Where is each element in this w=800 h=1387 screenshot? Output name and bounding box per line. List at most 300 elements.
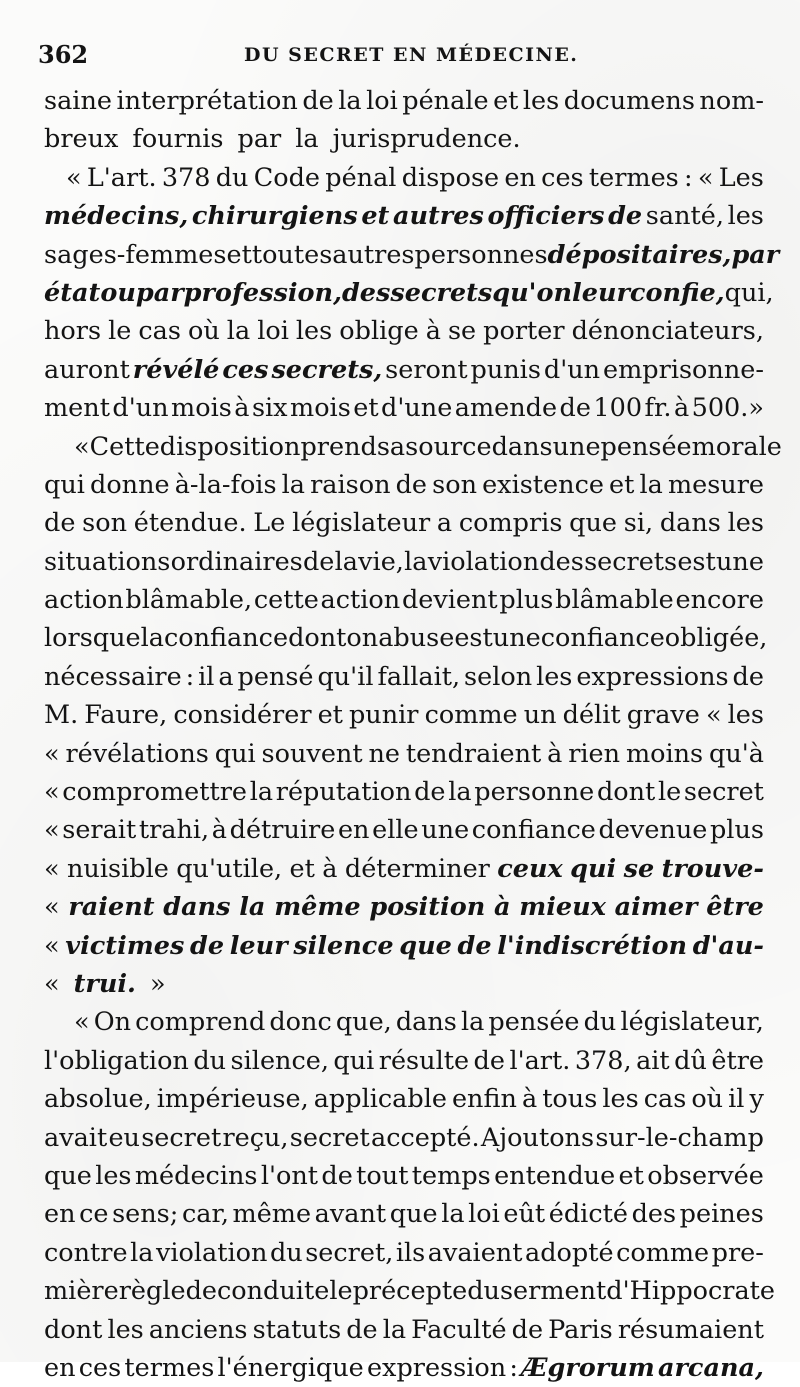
word: les (727, 700, 764, 731)
word: pénale (402, 86, 489, 116)
word: documens (563, 86, 695, 116)
word: les (522, 86, 560, 116)
word: elle (372, 815, 419, 846)
word: par (731, 239, 780, 270)
word: chirurgiens (191, 201, 358, 232)
word: plus (499, 585, 554, 616)
word: fr. (644, 393, 672, 424)
word: confiance (540, 623, 665, 654)
word: cas (138, 316, 181, 347)
word: cette (253, 585, 319, 616)
word: obligée, (664, 623, 768, 654)
word: dépositaires, (547, 239, 732, 270)
word: serait (62, 815, 137, 846)
word: enfin (451, 1084, 517, 1115)
word: en (337, 815, 370, 846)
word: ils (395, 1237, 426, 1268)
word: la (140, 623, 164, 654)
word: où (691, 1084, 724, 1115)
word: impérieuse, (156, 1084, 309, 1115)
word: dont (596, 777, 656, 808)
word: eu (108, 1122, 140, 1153)
word: « (44, 930, 60, 961)
word: des (341, 277, 391, 308)
text-line (44, 1003, 764, 1041)
word: Les (718, 162, 764, 193)
word: que (44, 1160, 92, 1191)
word: Cette (89, 431, 160, 462)
text-line (44, 236, 780, 274)
text-line (44, 696, 764, 734)
word: précepte (352, 1276, 468, 1307)
text-line (44, 927, 764, 965)
text-line (44, 197, 764, 235)
word: étendue. (133, 508, 247, 539)
word: compromettre (62, 777, 248, 808)
word: selon (464, 661, 533, 692)
text-line (44, 735, 764, 773)
word: une (552, 431, 601, 462)
word: dont (44, 1314, 103, 1345)
word: termes (124, 1352, 215, 1383)
word: dû (674, 1045, 707, 1076)
word: nuisible (67, 853, 169, 884)
text-line (44, 466, 764, 504)
word: trahi, (138, 815, 210, 846)
word: toutes (251, 239, 333, 270)
word: qui (570, 853, 617, 884)
word: moins (625, 738, 704, 769)
word: : (509, 1352, 518, 1383)
word: un (523, 700, 557, 731)
word: violation (427, 546, 540, 577)
word: du (193, 1045, 227, 1076)
word: et (618, 1160, 644, 1191)
word: arcana, (657, 1352, 764, 1383)
word: des (631, 1199, 677, 1230)
text-line (44, 1042, 764, 1080)
word: il (198, 661, 215, 692)
word: révélé (132, 354, 220, 385)
word: « (66, 162, 82, 193)
word: donne (90, 469, 170, 500)
word: l'obligation (44, 1045, 189, 1076)
word: à (521, 1084, 538, 1115)
word: punis (470, 354, 541, 385)
word: saine (44, 86, 112, 116)
word: secrets (390, 277, 493, 308)
word: « (74, 1007, 90, 1038)
word: que (399, 930, 452, 961)
word: nécessaire (44, 661, 182, 692)
word: leur (572, 277, 630, 308)
word: de (44, 508, 76, 539)
word: d'un (112, 393, 169, 424)
text-line (44, 888, 764, 926)
word: et (226, 239, 252, 270)
word: la (404, 546, 428, 577)
text-line (44, 1157, 764, 1195)
word: 100 (593, 393, 643, 424)
word: car, (181, 1199, 229, 1230)
word: ces (78, 1352, 122, 1383)
word: pensé (237, 661, 314, 692)
word: Code (253, 162, 321, 193)
word: du (269, 1237, 303, 1268)
word: trui. (73, 968, 136, 999)
text-line (44, 428, 782, 466)
word: médecins, (44, 201, 189, 232)
word: le (108, 316, 132, 347)
word: Faure, (84, 700, 168, 731)
word: de (732, 661, 764, 692)
word: et (289, 853, 315, 884)
word: observée (647, 1160, 764, 1191)
word: est (677, 546, 716, 577)
word: et (353, 393, 379, 424)
word: la (239, 892, 266, 923)
word: breux (44, 124, 119, 155)
text-line (44, 1311, 764, 1349)
word: lorsque (44, 623, 141, 654)
word: punir (348, 700, 419, 731)
word: cas (643, 1084, 687, 1115)
word: délit (562, 700, 621, 731)
word: avaient (427, 1237, 523, 1268)
word: il (728, 1084, 745, 1115)
word: la (448, 777, 472, 808)
word: ces (541, 162, 584, 193)
word: secret (141, 1122, 222, 1153)
word: se (447, 316, 477, 347)
word: trouve- (661, 853, 764, 884)
word: hors (44, 316, 102, 347)
word: la (441, 1199, 465, 1230)
word: mieux (519, 892, 606, 923)
word: abuse (378, 623, 455, 654)
word: ceux (497, 853, 563, 884)
text-line (44, 504, 764, 542)
text-line (44, 658, 764, 696)
word: par (237, 124, 282, 155)
word: révélations (65, 738, 209, 769)
word: la (334, 546, 358, 577)
word: la (281, 469, 305, 500)
word: sages-femmes (44, 239, 227, 270)
word: oblige (339, 316, 419, 347)
word: fallait, (377, 661, 461, 692)
word: une (492, 623, 541, 654)
word: statuts (252, 1314, 342, 1345)
word: silence, (230, 1045, 329, 1076)
word: détruire (229, 815, 336, 846)
word: législateur, (620, 1007, 764, 1038)
word: les (107, 1314, 144, 1345)
word: qui (214, 738, 256, 769)
word: en (44, 1199, 76, 1230)
word: expressions (576, 661, 729, 692)
word: porter (483, 316, 565, 347)
word: qui (333, 1045, 375, 1076)
word: d'Hippocrate (606, 1276, 776, 1307)
word: comme (424, 700, 518, 731)
word: secret, (305, 1237, 394, 1268)
word: avait (44, 1122, 108, 1153)
word: à (425, 316, 441, 347)
word: sur-le-champ (595, 1122, 764, 1153)
word: par (135, 277, 184, 308)
word: ait (636, 1045, 670, 1076)
word: loi (257, 316, 289, 347)
word: L'art. (86, 162, 157, 193)
word: « (44, 853, 60, 884)
word: les (95, 1160, 132, 1191)
word: conduite (217, 1276, 330, 1307)
word: se (623, 853, 655, 884)
word: de (473, 1045, 505, 1076)
word: l'indiscrétion (497, 930, 688, 961)
word: résulte (378, 1045, 470, 1076)
word: secret (683, 777, 764, 808)
word: du (583, 1007, 617, 1038)
word: d'au- (692, 930, 764, 961)
word: vie, (358, 546, 404, 577)
word: leur (229, 930, 288, 961)
word: rien (568, 738, 621, 769)
word: : (185, 661, 195, 692)
word: tous (542, 1084, 598, 1115)
text-line (44, 1234, 764, 1272)
word: existence (482, 469, 604, 500)
word: : (684, 162, 693, 193)
word: ordinaires (170, 546, 303, 577)
word: « (44, 892, 60, 923)
word: de (321, 1160, 353, 1191)
word: d'une (381, 393, 453, 424)
text-line (44, 850, 764, 888)
text-line (44, 1349, 764, 1387)
word: où (187, 316, 220, 347)
word: et (609, 469, 635, 500)
word: en (44, 1352, 76, 1383)
text-line (44, 1119, 764, 1157)
word: accepté. (371, 1122, 480, 1153)
word: pensée (488, 1007, 580, 1038)
word: situations (44, 546, 171, 577)
word: 378 (161, 162, 211, 193)
word: de (395, 469, 428, 500)
word: du (467, 1276, 500, 1307)
word: peines (679, 1199, 764, 1230)
word: disposition (159, 431, 301, 462)
word: « (44, 738, 60, 769)
word: violation (155, 1237, 268, 1268)
page-header (0, 38, 800, 72)
word: raient (68, 892, 155, 923)
word: santé, (645, 201, 724, 232)
word: même (274, 892, 361, 923)
word: fournis (132, 124, 224, 155)
word: une (715, 546, 764, 577)
word: la (130, 1237, 154, 1268)
word: souvent (261, 738, 363, 769)
word: compris (458, 508, 563, 539)
word: tendraient (405, 738, 542, 769)
word: confie, (629, 277, 725, 308)
word: son (432, 469, 477, 500)
word: mois (171, 393, 232, 424)
word: sens; (112, 1199, 179, 1230)
word: action (320, 585, 401, 616)
word: les (727, 508, 764, 539)
word: qu'à (709, 738, 764, 769)
word: dans (491, 431, 553, 462)
word: loi (366, 86, 398, 116)
word: devenue (598, 815, 708, 846)
text-line (44, 159, 764, 197)
word: déterminer (344, 853, 490, 884)
word: 378, (574, 1045, 632, 1076)
word: prend (300, 431, 377, 462)
word: autres (332, 239, 415, 270)
text-line (44, 581, 764, 619)
word: donc (269, 1007, 332, 1038)
text-line (44, 965, 764, 1003)
word: d'un (543, 354, 601, 385)
word: ces (222, 354, 269, 385)
word: ou (100, 277, 136, 308)
word: grave (626, 700, 700, 731)
word: être (706, 892, 764, 923)
word: mois (290, 393, 351, 424)
word: la (249, 777, 274, 808)
word: dénonciateurs, (571, 316, 764, 347)
word: à (673, 393, 690, 424)
word: sa (376, 431, 406, 462)
word: règle (118, 1276, 186, 1307)
word: emprisonne- (603, 354, 764, 385)
word: son (82, 508, 128, 539)
word: profession, (183, 277, 342, 308)
word: résumaient (617, 1314, 764, 1345)
word: On (93, 1007, 132, 1038)
word: plus (709, 815, 764, 846)
word: mesure (667, 469, 764, 500)
word: silence (293, 930, 394, 961)
word: de (302, 546, 335, 577)
word: à (547, 738, 563, 769)
word: et (361, 201, 390, 232)
word: loi (468, 1199, 500, 1230)
word: personne (474, 777, 595, 808)
word: secret (289, 1122, 370, 1153)
word: amende (454, 393, 558, 424)
word: serment (499, 1276, 607, 1307)
word: auront (44, 354, 130, 385)
word: pensée (600, 431, 692, 462)
word: la (295, 124, 319, 155)
word: autres (392, 201, 484, 232)
word: confiance (163, 623, 289, 654)
word: Paris (548, 1314, 613, 1345)
word: de (457, 930, 492, 961)
word: interprétation (116, 86, 298, 116)
word: l'art. (509, 1045, 571, 1076)
word: les (727, 201, 764, 232)
word: blâmable, (125, 585, 253, 616)
word: dans (395, 1007, 457, 1038)
word: M. (44, 700, 79, 731)
word: si, (623, 508, 654, 539)
text-line (44, 120, 764, 158)
word: la (226, 316, 251, 347)
word: dispose (401, 162, 500, 193)
word: et (493, 86, 519, 116)
word: est (454, 623, 493, 654)
word: action (44, 585, 124, 616)
word: « (44, 968, 60, 999)
text-line (44, 1272, 776, 1310)
word: de (185, 1276, 217, 1307)
word: considérer (173, 700, 312, 731)
word: la (338, 86, 362, 116)
word: entendue (494, 1160, 616, 1191)
word: termes (588, 162, 679, 193)
word: de (346, 1314, 378, 1345)
text-line (44, 1080, 764, 1118)
word: et (317, 700, 343, 731)
word: dont (288, 623, 347, 654)
word: même (232, 1199, 312, 1230)
word: des (539, 546, 584, 577)
word: devient (401, 585, 498, 616)
text-line (44, 82, 764, 120)
word: qui (44, 469, 85, 500)
word: médecins (134, 1160, 258, 1191)
word: dans (659, 508, 721, 539)
word: « (44, 777, 60, 808)
word: pénal (325, 162, 397, 193)
word: ce (79, 1199, 109, 1230)
word: édicté (548, 1199, 628, 1230)
word: encore (675, 585, 764, 616)
word: mière (44, 1276, 119, 1307)
text-line (44, 389, 764, 427)
word: morale (691, 431, 782, 462)
word: six (251, 393, 288, 424)
word: que (389, 1199, 438, 1230)
word: absolue, (44, 1084, 152, 1115)
word: personnes (414, 239, 548, 270)
word: Faculté (411, 1314, 507, 1345)
word: » (149, 968, 166, 999)
word: ne (368, 738, 400, 769)
word: seront (385, 354, 468, 385)
word: pre- (711, 1237, 764, 1268)
text-line (44, 619, 768, 657)
word: de (302, 86, 334, 116)
word: source (405, 431, 492, 462)
word: anciens (148, 1314, 248, 1345)
word: la (460, 1007, 485, 1038)
word: « (697, 162, 714, 193)
word: a (218, 661, 234, 692)
text-line (44, 312, 764, 350)
word: le (329, 1276, 353, 1307)
word: à (234, 393, 250, 424)
word: que (569, 508, 618, 539)
page-number: 362 (38, 40, 89, 69)
